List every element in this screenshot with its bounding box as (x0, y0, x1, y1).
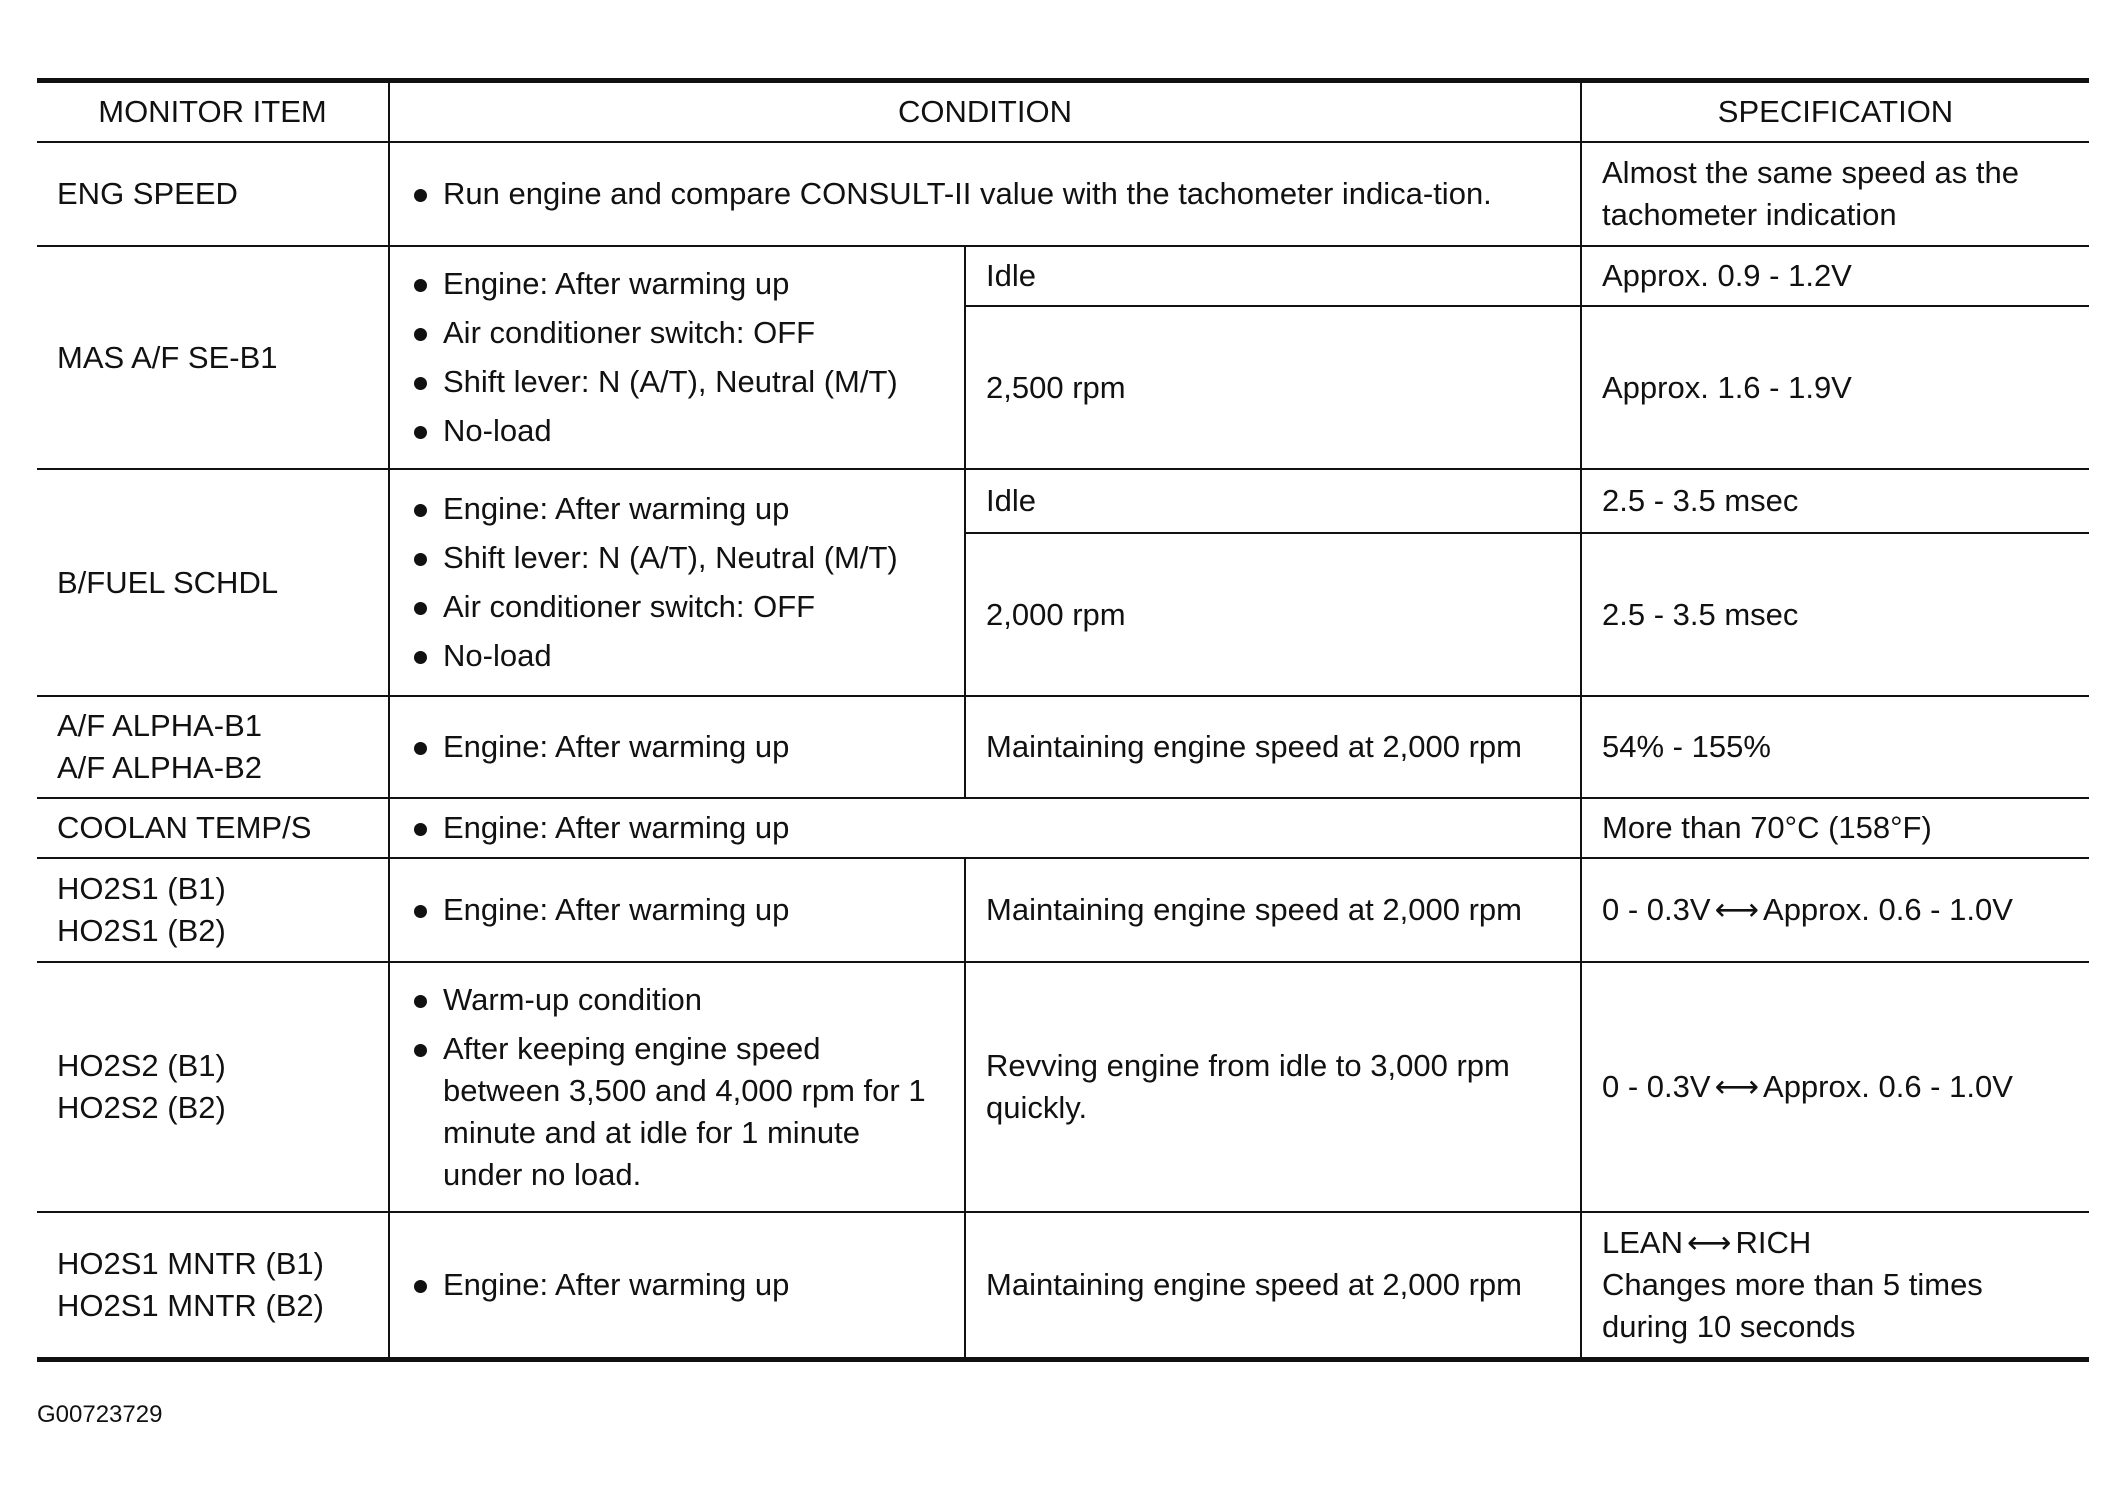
monitor-item-line: HO2S2 (B1) (57, 1048, 226, 1083)
condition-cell (389, 469, 965, 696)
condition-cell (389, 962, 965, 1212)
condition-cell (389, 1212, 965, 1360)
monitor-spec-table (37, 78, 2089, 1362)
spec-low: 0 - 0.3V (1602, 1069, 1711, 1104)
monitor-item-line: HO2S1 MNTR (B1) (57, 1246, 324, 1281)
condition-bullet: Engine: After warming up (410, 807, 1560, 849)
double-arrow-icon: ⟷ (1686, 1225, 1732, 1260)
spec-cell: 54% - 155% (1581, 696, 2089, 798)
spec-cell: Almost the same speed as the tachometer indication (1581, 142, 2089, 246)
condition-cell (389, 798, 1581, 858)
condition-bullet: Warm-up condition (410, 979, 944, 1021)
condition-bullet: Run engine and compare CONSULT-II value with the tachometer indica-tion. (410, 173, 1560, 215)
monitor-item-line: HO2S1 (B2) (57, 913, 226, 948)
condition-bullet: Engine: After warming up (410, 726, 944, 768)
monitor-item-line: HO2S2 (B2) (57, 1090, 226, 1125)
condition-bullet: Shift lever: N (A/T), Neutral (M/T) (410, 361, 944, 403)
spec-cell (1581, 858, 2089, 962)
spec-lean: LEAN (1602, 1225, 1683, 1260)
condition-bullet: Shift lever: N (A/T), Neutral (M/T) (410, 537, 944, 579)
state-cell: 2,500 rpm (965, 306, 1581, 469)
state-cell: Maintaining engine speed at 2,000 rpm (965, 696, 1581, 798)
table-row (37, 246, 2089, 306)
state-cell: Revving engine from idle to 3,000 rpm quickly. (965, 962, 1581, 1212)
monitor-item-cell: ENG SPEED (37, 142, 389, 246)
condition-bullet: Engine: After warming up (410, 488, 944, 530)
table-row (37, 798, 2089, 858)
table-row (37, 962, 2089, 1212)
spec-cell: More than 70°C (158°F) (1581, 798, 2089, 858)
table-row (37, 469, 2089, 533)
condition-cell (389, 696, 965, 798)
table-row (37, 696, 2089, 798)
double-arrow-icon: ⟷ (1714, 1069, 1760, 1104)
condition-bullet: Engine: After warming up (410, 263, 944, 305)
table-row (37, 858, 2089, 962)
table-row (37, 1212, 2089, 1360)
state-cell: Maintaining engine speed at 2,000 rpm (965, 858, 1581, 962)
monitor-item-cell (37, 858, 389, 962)
monitor-item-line: A/F ALPHA-B1 (57, 708, 263, 743)
monitor-item-cell (37, 1212, 389, 1360)
spec-cell (1581, 962, 2089, 1212)
header-specification: SPECIFICATION (1581, 81, 2089, 143)
monitor-item-cell: MAS A/F SE-B1 (37, 246, 389, 469)
condition-cell (389, 246, 965, 469)
state-cell: 2,000 rpm (965, 533, 1581, 696)
condition-cell (389, 858, 965, 962)
table-row (37, 142, 2089, 246)
monitor-item-line: A/F ALPHA-B2 (57, 750, 263, 785)
spec-lean-rich (1602, 1222, 2069, 1264)
spec-cell: 2.5 - 3.5 msec (1581, 469, 2089, 533)
condition-bullet: Engine: After warming up (410, 889, 944, 931)
condition-bullet: No-load (410, 635, 944, 677)
condition-bullet: After keeping engine speed between 3,500 and 4,000 rpm for 1 minute and at idle for 1 minute under no load. (410, 1028, 944, 1196)
state-cell: Maintaining engine speed at 2,000 rpm (965, 1212, 1581, 1360)
figure-id: G00723729 (37, 1401, 163, 1428)
header-monitor-item: MONITOR ITEM (37, 81, 389, 143)
monitor-item-cell: COOLAN TEMP/S (37, 798, 389, 858)
double-arrow-icon: ⟷ (1714, 892, 1760, 927)
spec-low: 0 - 0.3V (1602, 892, 1711, 927)
spec-high: Approx. 0.6 - 1.0V (1763, 1069, 2013, 1104)
header-condition: CONDITION (389, 81, 1581, 143)
spec-cell: Approx. 1.6 - 1.9V (1581, 306, 2089, 469)
spec-cell: 2.5 - 3.5 msec (1581, 533, 2089, 696)
table-header-row (37, 81, 2089, 143)
spec-cell (1581, 1212, 2089, 1360)
monitor-item-cell (37, 696, 389, 798)
condition-bullet: Air conditioner switch: OFF (410, 586, 944, 628)
spec-high: Approx. 0.6 - 1.0V (1763, 892, 2013, 927)
condition-bullet: Engine: After warming up (410, 1264, 944, 1306)
spec-cell: Approx. 0.9 - 1.2V (1581, 246, 2089, 306)
spec-note: Changes more than 5 times during 10 seconds (1602, 1267, 1983, 1344)
monitor-item-cell (37, 962, 389, 1212)
monitor-item-cell: B/FUEL SCHDL (37, 469, 389, 696)
state-cell: Idle (965, 246, 1581, 306)
condition-bullet: Air conditioner switch: OFF (410, 312, 944, 354)
spec-rich: RICH (1735, 1225, 1812, 1260)
monitor-item-line: HO2S1 (B1) (57, 871, 226, 906)
monitor-item-line: HO2S1 MNTR (B2) (57, 1288, 324, 1323)
condition-cell (389, 142, 1581, 246)
condition-bullet: No-load (410, 410, 944, 452)
state-cell: Idle (965, 469, 1581, 533)
